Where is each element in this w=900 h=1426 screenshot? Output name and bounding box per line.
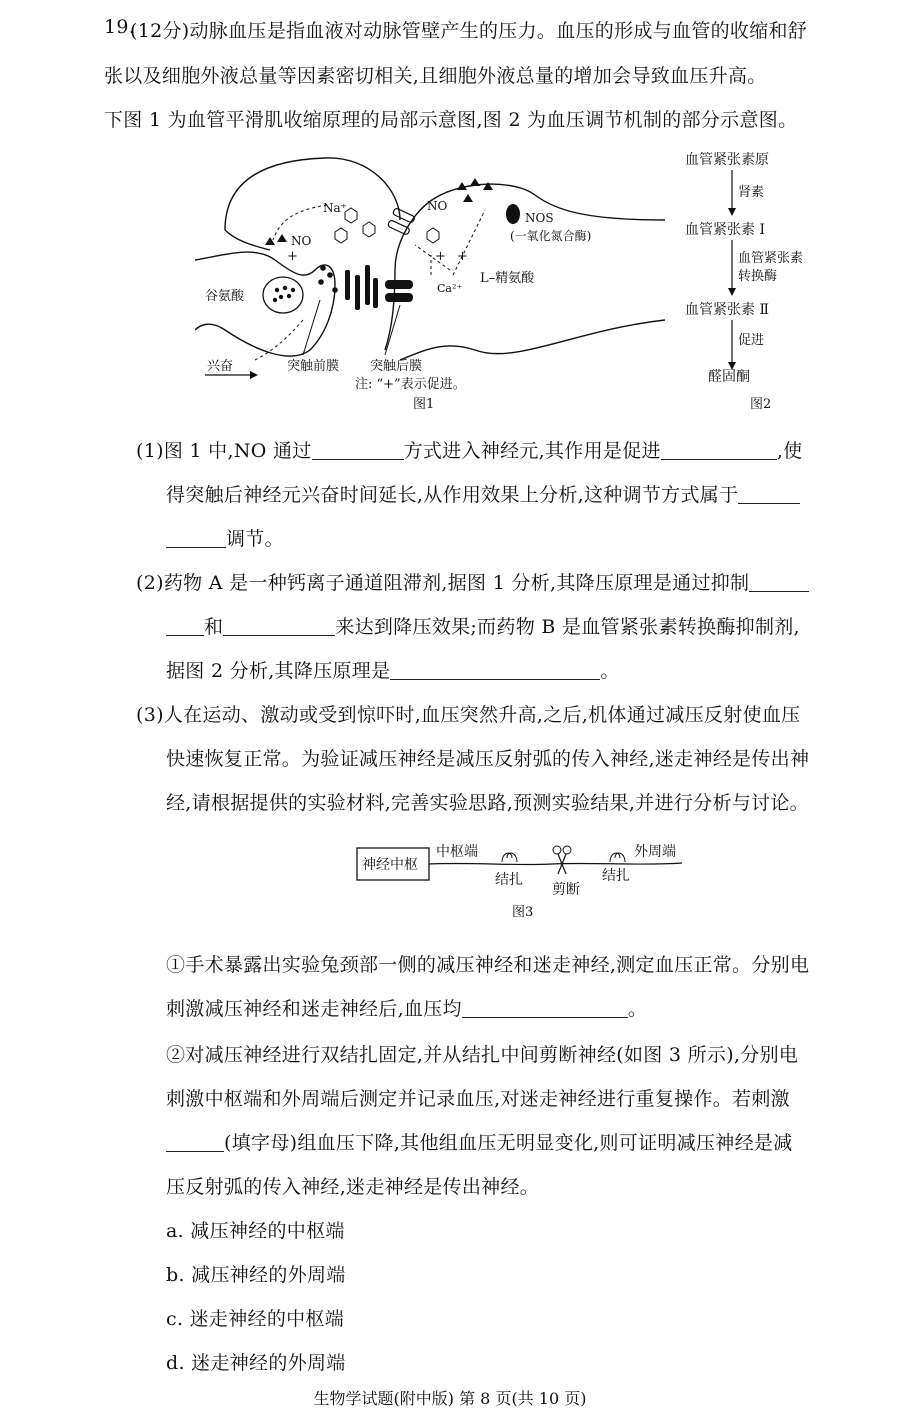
label-arg: L–精氨酸 (480, 271, 535, 286)
label-na: Na⁺ (323, 201, 347, 215)
label-glu: 谷氨酸 (205, 289, 245, 304)
label-nos-full: (一氧化氮合酶) (510, 229, 592, 243)
q2-blank-3[interactable] (390, 661, 600, 680)
option-d[interactable]: d. 迷走神经的外周端 (166, 1352, 346, 1374)
fig3-center: 神经中枢 (362, 857, 418, 873)
q1-text-1: (1)图 1 中,NO 通过 (136, 440, 312, 462)
q1-blank-2[interactable] (661, 441, 777, 460)
fig2-enzyme-1: 肾素 (738, 185, 765, 200)
q2-line-1 (136, 568, 809, 595)
label-pre: 突触前膜 (287, 359, 340, 374)
q2-line-2 (166, 612, 800, 639)
q1-line-3 (166, 524, 284, 551)
label-plus-1: + (287, 249, 298, 264)
step1-text-2: 。 (627, 998, 648, 1020)
step1-line-2 (166, 994, 647, 1021)
q2-text-3: 来达到降压效果;而药物 B 是血管紧张素转换酶抑制剂, (335, 616, 800, 638)
label-post: 突触后膜 (370, 359, 423, 374)
option-c[interactable]: c. 迷走神经的中枢端 (166, 1308, 345, 1330)
q3-line-3: 经,请根据提供的实验材料,完善实验思路,预测实验结果,并进行分析与讨论。 (166, 792, 809, 814)
fig3-ligate-1: 结扎 (495, 872, 523, 888)
step1-line-1: ①手术暴露出实验兔颈部一侧的减压神经和迷走神经,测定血压正常。分别电 (166, 954, 810, 976)
label-plus-3: + (457, 249, 468, 264)
fig2-caption: 图2 (750, 397, 772, 412)
fig3-cut: 剪断 (552, 882, 580, 898)
label-no-top: NO (427, 199, 448, 213)
q1-blank-3[interactable] (738, 485, 800, 504)
q3-line-1: (3)人在运动、激动或受到惊吓时,血压突然升高,之后,机体通过减压反射使血压 (136, 704, 801, 726)
fig2-step-1: 血管紧张素原 (685, 152, 769, 168)
page-footer: 生物学试题(附中版) 第 8 页(共 10 页) (313, 1389, 587, 1408)
intro-line-2: 张以及细胞外液总量等因素密切相关,且细胞外液总量的增加会导致血压升高。 (104, 65, 767, 87)
q2-text-2: 和 (204, 616, 224, 638)
fig2-enzyme-2b: 转换酶 (738, 269, 778, 284)
label-plus-2: + (435, 249, 446, 264)
q2-line-3 (166, 656, 620, 683)
q1-line-1 (136, 436, 802, 463)
step2-line-1: ②对减压神经进行双结扎固定,并从结扎中间剪断神经(如图 3 所示),分别电 (166, 1044, 799, 1066)
q1-text-2: 方式进入神经元,其作用是促进 (403, 440, 661, 462)
step2-blank[interactable] (166, 1133, 224, 1152)
label-excite: 兴奋 (207, 359, 234, 374)
q1-text-5: 调节。 (226, 528, 284, 550)
intro-line-1: (12分)动脉血压是指血液对动脉管壁产生的压力。血压的形成与血管的收缩和舒 (130, 20, 808, 42)
step2-line-2: 刺激中枢端和外周端后测定并记录血压,对迷走神经进行重复操作。若刺激 (166, 1088, 790, 1110)
label-no-left: NO (291, 234, 312, 248)
fig1-caption: 图1 (413, 397, 435, 412)
option-a[interactable]: a. 减压神经的中枢端 (166, 1220, 345, 1242)
fig2-effect: 促进 (738, 333, 765, 348)
q1-line-2 (166, 480, 800, 507)
option-b[interactable]: b. 减压神经的外周端 (166, 1264, 346, 1286)
q2-text-1: (2)药物 A 是一种钙离子通道阻滞剂,据图 1 分析,其降压原理是通过抑制 (136, 572, 750, 594)
figure-2 (680, 146, 840, 416)
figure-1 (195, 150, 665, 420)
q2-text-5: 。 (600, 660, 620, 682)
q2-blank-1[interactable] (749, 573, 809, 592)
fig2-step-3: 血管紧张素 Ⅱ (685, 302, 769, 318)
fig2-step-2: 血管紧张素 I (685, 222, 765, 238)
question-number: 19. (104, 16, 136, 38)
label-nos: NOS (525, 211, 554, 225)
fig3-central-end: 中枢端 (436, 844, 478, 860)
step2-text-3: (填字母)组血压下降,其他组血压无明显变化,则可证明减压神经是减 (224, 1132, 793, 1154)
q2-blank-1b[interactable] (166, 617, 204, 636)
fig3-peripheral-end: 外周端 (634, 844, 676, 860)
fig3-ligate-2: 结扎 (602, 868, 630, 884)
fig3-caption: 图3 (512, 905, 534, 920)
q2-blank-2[interactable] (223, 617, 335, 636)
q1-text-3: ,使 (776, 440, 803, 462)
q1-text-4: 得突触后神经元兴奋时间延长,从作用效果上分析,这种调节方式属于 (166, 484, 739, 506)
figure-3 (352, 836, 702, 926)
step1-blank[interactable] (462, 999, 628, 1018)
q1-blank-3b[interactable] (166, 529, 226, 548)
intro-line-3: 下图 1 为血管平滑肌收缩原理的局部示意图,图 2 为血压调节机制的部分示意图。 (104, 109, 798, 131)
fig2-enzyme-2a: 血管紧张素 (738, 251, 804, 266)
q2-text-4: 据图 2 分析,其降压原理是 (166, 660, 391, 682)
fig2-step-4: 醛固酮 (708, 369, 750, 385)
step1-text-1: 刺激减压神经和迷走神经后,血压均 (166, 998, 462, 1020)
q1-blank-1[interactable] (312, 441, 404, 460)
step2-line-4: 压反射弧的传入神经,迷走神经是传出神经。 (166, 1176, 540, 1198)
label-ca: Ca²⁺ (437, 282, 463, 295)
q3-line-2: 快速恢复正常。为验证减压神经是减压反射弧的传入神经,迷走神经是传出神 (166, 748, 810, 770)
fig1-note: 注: “+”表示促进。 (355, 377, 466, 392)
step2-line-3 (166, 1128, 793, 1155)
